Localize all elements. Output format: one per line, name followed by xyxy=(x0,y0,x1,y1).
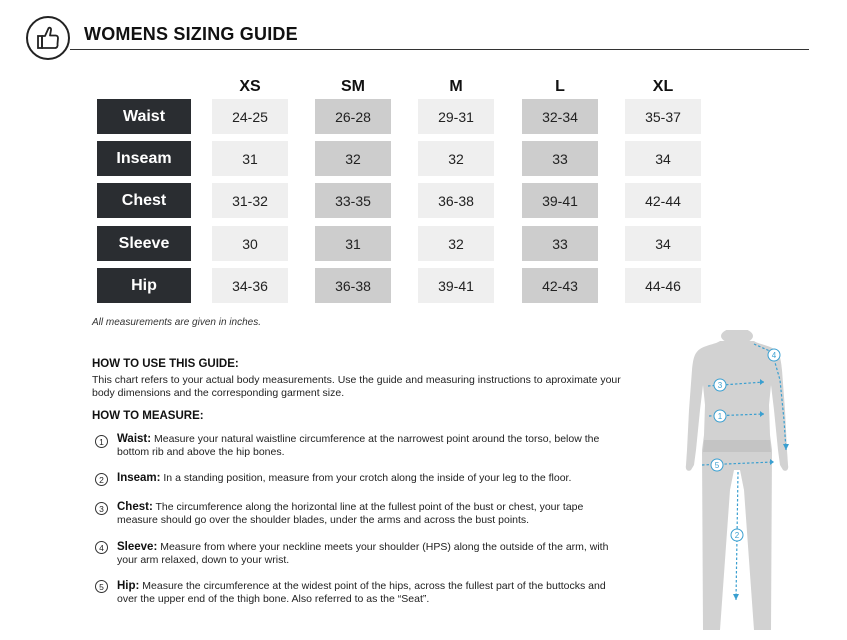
marker-label: 4 xyxy=(771,351,777,360)
measure-term: Waist: xyxy=(117,433,152,445)
size-header-xl: XL xyxy=(652,78,674,95)
table-cell: 31 xyxy=(212,141,288,176)
table-cell: 31 xyxy=(315,226,391,261)
measure-heading: HOW TO MEASURE: xyxy=(92,410,204,422)
measure-desc: In a standing position, measure from your crotch along the inside of your leg to the floor. xyxy=(163,472,572,484)
measure-item-waist xyxy=(117,433,622,459)
measure-item-hip xyxy=(117,580,622,606)
row-label-chest: Chest xyxy=(97,183,191,218)
table-cell: 31-32 xyxy=(212,183,288,218)
row-label-waist: Waist xyxy=(97,99,191,134)
body-silhouette-icon xyxy=(686,330,788,630)
table-cell: 34 xyxy=(625,141,701,176)
measure-term: Chest: xyxy=(117,501,153,513)
step-number-4: 4 xyxy=(95,541,108,554)
size-header-xs: XS xyxy=(239,78,261,95)
table-cell: 35-37 xyxy=(625,99,701,134)
measure-desc: The circumference along the horizontal line at the fullest point of the bust or chest, your tape measure should go over the shoulder blades, under the arms and across the bust points. xyxy=(117,501,584,526)
table-cell: 42-44 xyxy=(625,183,701,218)
measure-term: Inseam: xyxy=(117,472,161,484)
measure-desc: Measure from where your neckline meets your shoulder (HPS) along the outside of the arm, with your arm relaxed, down to your wrist. xyxy=(117,541,609,566)
table-cell: 32 xyxy=(418,226,494,261)
table-cell: 33-35 xyxy=(315,183,391,218)
guide-heading: HOW TO USE THIS GUIDE: xyxy=(92,358,239,370)
table-cell: 24-25 xyxy=(212,99,288,134)
table-cell: 36-38 xyxy=(418,183,494,218)
page-title: WOMENS SIZING GUIDE xyxy=(84,24,298,44)
table-cell: 39-41 xyxy=(418,268,494,303)
table-cell: 44-46 xyxy=(625,268,701,303)
table-cell: 26-28 xyxy=(315,99,391,134)
marker-1 xyxy=(714,410,726,422)
table-cell: 34-36 xyxy=(212,268,288,303)
measure-desc: Measure your natural waistline circumference at the narrowest point around the torso, below the bottom rib and above the hip bones. xyxy=(117,433,600,458)
measure-item-chest xyxy=(117,501,622,527)
table-cell: 32 xyxy=(315,141,391,176)
row-label-inseam: Inseam xyxy=(97,141,191,176)
table-cell: 33 xyxy=(522,141,598,176)
marker-3 xyxy=(714,379,726,391)
measure-term: Sleeve: xyxy=(117,541,158,553)
table-cell: 30 xyxy=(212,226,288,261)
marker-2 xyxy=(731,529,743,541)
table-cell: 29-31 xyxy=(418,99,494,134)
measure-term: Hip: xyxy=(117,580,140,592)
marker-label: 1 xyxy=(717,412,723,421)
row-label-sleeve: Sleeve xyxy=(97,226,191,261)
measure-item-sleeve xyxy=(117,541,622,567)
step-number-3: 3 xyxy=(95,502,108,515)
marker-4 xyxy=(768,349,780,361)
size-header-m: M xyxy=(449,78,463,95)
size-header-l: L xyxy=(555,78,565,95)
marker-label: 2 xyxy=(734,531,740,540)
measurement-note: All measurements are given in inches. xyxy=(92,317,261,328)
marker-label: 5 xyxy=(714,461,720,470)
table-cell: 36-38 xyxy=(315,268,391,303)
step-number-5: 5 xyxy=(95,580,108,593)
measure-item-inseam xyxy=(117,472,622,485)
guide-text: This chart refers to your actual body measurements. Use the guide and measuring instructions to aproximate your body dimensions and the corresponding garment size. xyxy=(92,374,621,399)
body-measurement-figure xyxy=(676,330,801,640)
measure-desc: Measure the circumference at the widest point of the hips, across the fullest part of the buttocks and over the upper end of the thigh bone. Also referred to as the “Seat”. xyxy=(117,580,606,605)
table-cell: 33 xyxy=(522,226,598,261)
table-cell: 32 xyxy=(418,141,494,176)
table-cell: 42-43 xyxy=(522,268,598,303)
step-number-1: 1 xyxy=(95,435,108,448)
marker-label: 3 xyxy=(717,381,723,390)
marker-5 xyxy=(711,459,723,471)
table-cell: 32-34 xyxy=(522,99,598,134)
title-divider xyxy=(70,49,809,50)
step-number-2: 2 xyxy=(95,473,108,486)
thumbs-up-icon xyxy=(26,16,70,60)
row-label-hip: Hip xyxy=(97,268,191,303)
size-header-sm: SM xyxy=(341,78,365,95)
table-cell: 34 xyxy=(625,226,701,261)
table-cell: 39-41 xyxy=(522,183,598,218)
